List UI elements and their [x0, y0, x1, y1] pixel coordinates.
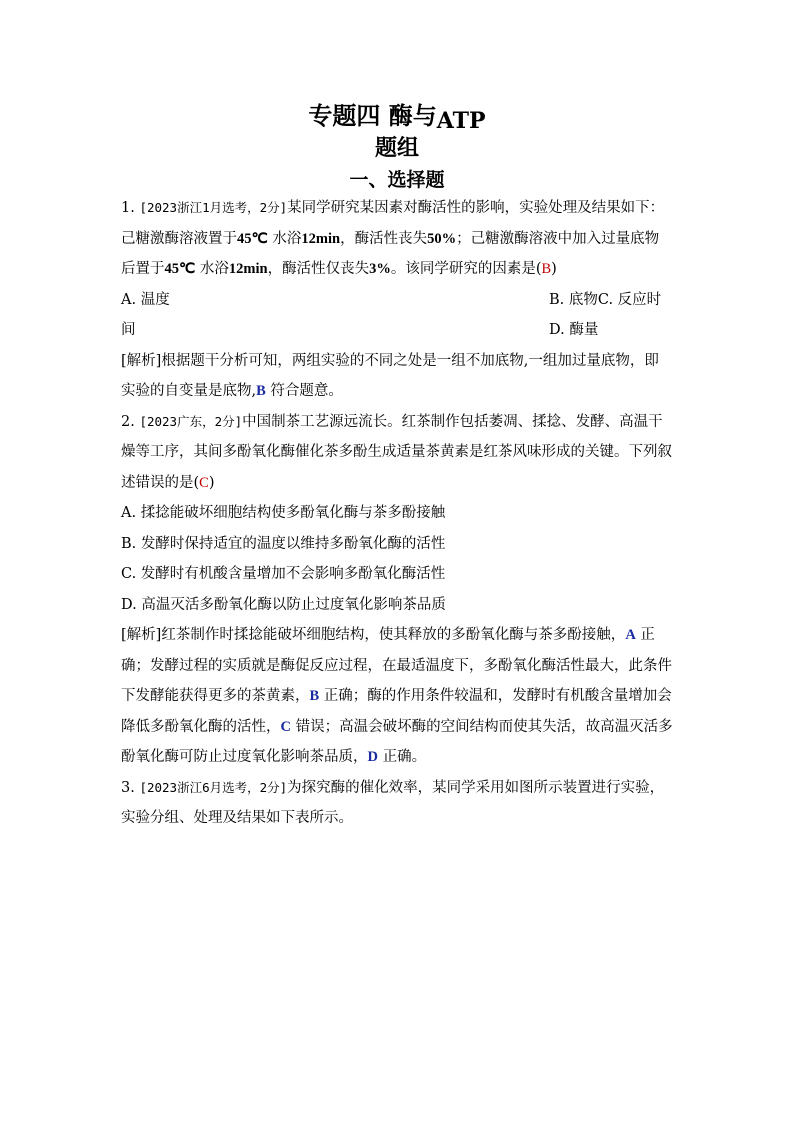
- page-title: [0, 100, 794, 133]
- letter-ref: A: [625, 627, 636, 643]
- letter-ref: B: [256, 383, 266, 399]
- stem-text: 。该同学研究的因素是(: [390, 261, 542, 277]
- stem-text: ；己糖激酶溶液中加入过量底物后置于: [121, 230, 660, 277]
- section-heading: 一、选择题: [349, 169, 445, 191]
- value: 45℃: [164, 261, 196, 277]
- question-source: [2023浙江1月选考，2分]: [139, 200, 288, 215]
- stem-text: 中国制茶工艺源远流长。红茶制作包括萎凋、揉捻、发酵、高温干燥等工序，其间多酚氧化酶催化茶多酚生成适量茶黄素是红茶风味形成的关键。下列叙述错误的是(: [121, 413, 672, 491]
- analysis-text: 错误；高温会破坏酶的空间结构而使其失活，故高温灭活多酚氧化酶可防止过度氧化影响茶品质，: [121, 718, 673, 765]
- stem-text: 为探究酶的催化效率，某同学采用如图所示装置进行实验，实验分组、处理及结果如下表所示。: [121, 779, 665, 826]
- option-d: D. 酶量: [549, 322, 599, 338]
- question-source: [2023浙江6月选考，2分]: [139, 779, 288, 795]
- question-1-stem: [121, 193, 673, 285]
- value: 50%: [427, 230, 457, 247]
- stem-text: ，酶活性仅丧失: [267, 261, 370, 277]
- value: 3%: [369, 261, 391, 277]
- analysis-text: 符合题意。: [265, 383, 343, 399]
- question-source: [2023广东，2分]: [139, 413, 243, 429]
- analysis-text: 正确；发酵过程的实质就是酶促反应过程，在最适温度下，多酚氧化酶活性最大，此条件下发酵能获得更多的茶黄素，: [121, 627, 672, 704]
- analysis-text: [解析]红茶制作时揉捻能破坏细胞结构，使其释放的多酚氧化酶与茶多酚接触，: [121, 627, 626, 643]
- stem-text: 水浴: [199, 261, 229, 277]
- value: 12min: [228, 261, 268, 277]
- value: 45℃: [237, 230, 268, 247]
- answer-letter: C: [199, 474, 209, 491]
- question-number: 1.: [121, 200, 135, 216]
- stem-text: ): [208, 474, 215, 491]
- question-number: 3.: [121, 779, 135, 796]
- option-c-continued: 间: [121, 322, 136, 338]
- stem-text: ，酶活性丧失: [340, 230, 428, 247]
- question-2-analysis: [121, 620, 673, 773]
- title-chinese: 专题四 酶与: [308, 101, 437, 130]
- title-english: ATP: [436, 108, 486, 134]
- option-c: C. 发酵时有机酸含量增加不会影响多酚氧化酶活性: [121, 566, 446, 582]
- question-number: 2.: [121, 413, 135, 430]
- option-b: B. 发酵时保持适宜的温度以维持多酚氧化酶的活性: [121, 535, 446, 552]
- question-1-analysis: [121, 346, 673, 407]
- question-2-stem: [121, 407, 673, 499]
- analysis-text: 正确；酶的作用条件较温和，发酵时有机酸含量增加会降低多酚氧化酶的活性，: [121, 688, 672, 735]
- letter-ref: C: [280, 718, 291, 735]
- letter-ref: B: [309, 688, 320, 704]
- letter-ref: D: [367, 749, 378, 765]
- options-row-2: [121, 315, 673, 346]
- question-3-stem: [121, 773, 673, 834]
- page-subtitle: 题组: [374, 135, 419, 161]
- answer-letter: B: [541, 261, 552, 277]
- analysis-text: [解析]根据题干分析可知，两组实验的不同之处是一组不加底物,一组加过量底物，即实验的自变量是底物,: [121, 352, 659, 399]
- value: 12min: [301, 230, 341, 247]
- options-row-1: [121, 285, 673, 316]
- option-a: A. 温度: [121, 291, 170, 308]
- stem-text: ): [551, 261, 557, 277]
- option-a: A. 揉捻能破坏细胞结构使多酚氧化酶与茶多酚接触: [121, 505, 446, 521]
- stem-text: 某同学研究某因素对酶活性的影响，实验处理及结果如下：己糖激酶溶液置于: [121, 200, 665, 247]
- option-b-c: B. 底物C. 反应时: [549, 291, 662, 308]
- option-d: D. 高温灭活多酚氧化酶以防止过度氧化影响茶品质: [121, 596, 446, 613]
- stem-text: 水浴: [272, 230, 302, 247]
- analysis-text: 正确。: [377, 749, 427, 765]
- content-body: [121, 193, 673, 834]
